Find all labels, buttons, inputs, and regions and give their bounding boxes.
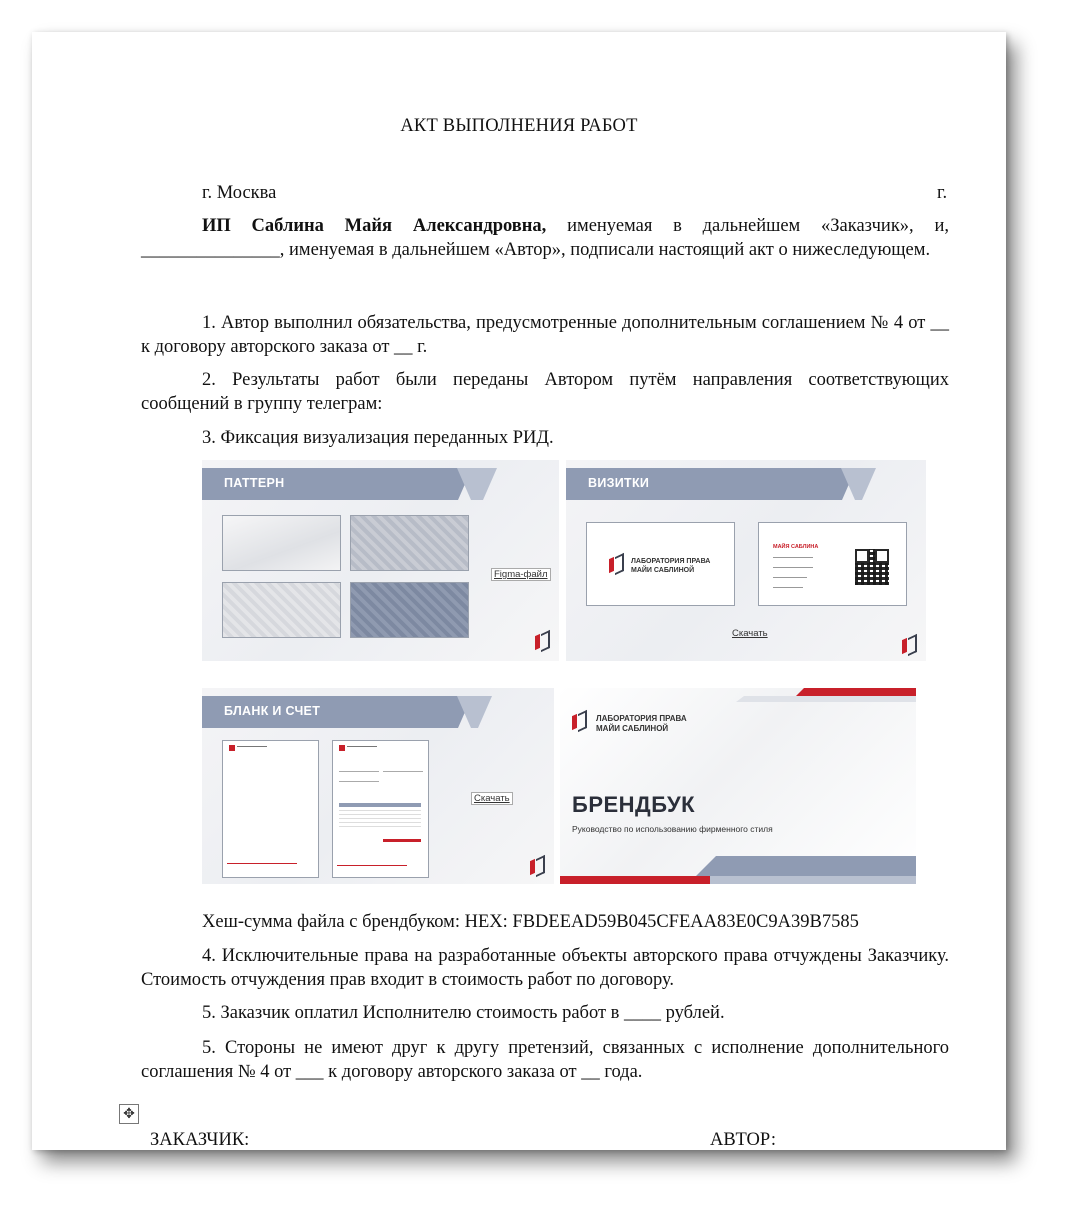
figma-file-link[interactable]: Figma-файл [491,568,551,581]
brandbook-subtitle: Руководство по использованию фирменного стиля [572,824,773,834]
qr-code-icon [855,549,889,585]
pattern-sample-1 [222,515,341,571]
intro-paragraph [141,214,949,262]
document-page [32,32,1006,1150]
paragraph-5: 5. Заказчик оплатил Исполнителю стоимость работ в ____ рублей. [202,1003,725,1023]
slide-banner [202,468,497,500]
logo-icon [609,555,625,575]
download-blank-link[interactable]: Скачать [471,792,513,805]
paragraph-3: 3. Фиксация визуализация переданных РИД. [202,428,554,448]
hash-line: Хеш-сумма файла с брендбуком: HEX: FBDEEAD59B045CFEAA83E0C9A39B7585 [202,912,859,932]
paragraph-1: 1. Автор выполнил обязательства, предусмотренные дополнительным соглашением № 4 от __ к договору авторского заказа от __ г. [141,313,949,357]
slide-letterhead-invoice [202,688,554,884]
logo-icon [530,857,546,877]
brandbook-logo-text: ЛАБОРАТОРИЯ ПРАВА МАЙИ САБЛИНОЙ [596,714,687,733]
intro-rest: именуемая в дальнейшем «Заказчик», и, _______________, именуемая в дальнейшем «Автор», подписали настоящий акт о нижеследующем. [141,216,949,260]
card-person-name: МАЙЯ САБЛИНА [773,544,819,550]
slide-banner [566,468,876,500]
business-card-front [586,522,735,606]
slide-brandbook [560,688,916,884]
signature-author: АВТОР: [710,1130,776,1150]
move-handle-icon[interactable]: ✥ [119,1104,139,1124]
city: г. Москва [202,183,277,203]
document-title: АКТ ВЫПОЛНЕНИЯ РАБОТ [400,116,638,136]
party-name: ИП Саблина Майя Александровна, [202,216,547,236]
logo-icon [572,712,588,732]
paragraph-6: 5. Стороны не имеют друг к другу претензий, связанных с исполнение дополнительного соглашения № 4 от ___ к договору авторского заказа от __ года. [141,1038,949,1082]
date-prefix: г. [937,183,948,203]
paragraph-2: 2. Результаты работ были переданы Автором путём направления соответствующих сообщений в группу телеграм: [141,370,949,414]
slide-cards-title: ВИЗИТКИ [588,476,650,490]
logo-icon [535,632,551,652]
card-logo-text: ЛАБОРАТОРИЯ ПРАВА МАЙИ САБЛИНОЙ [631,558,711,574]
invoice-preview [332,740,429,878]
slide-business-cards [566,460,926,661]
pattern-sample-4 [350,582,469,638]
logo-icon [902,636,918,656]
download-cards-link[interactable]: Скачать [732,628,768,639]
business-card-back [758,522,907,606]
slide-pattern [202,460,559,661]
letterhead-preview [222,740,319,878]
signature-customer: ЗАКАЗЧИК: [150,1130,250,1150]
slide-banner [202,696,492,728]
pattern-sample-3 [222,582,341,638]
paragraph-4: 4. Исключительные права на разработанные объекты авторского права отчуждены Заказчику. Стоимость отчуждения прав входит в стоимость работ по договору. [141,946,949,990]
slide-blank-title: БЛАНК И СЧЕТ [224,704,321,718]
pattern-sample-2 [350,515,469,571]
brandbook-title: БРЕНДБУК [572,792,696,817]
slide-pattern-title: ПАТТЕРН [224,476,285,490]
